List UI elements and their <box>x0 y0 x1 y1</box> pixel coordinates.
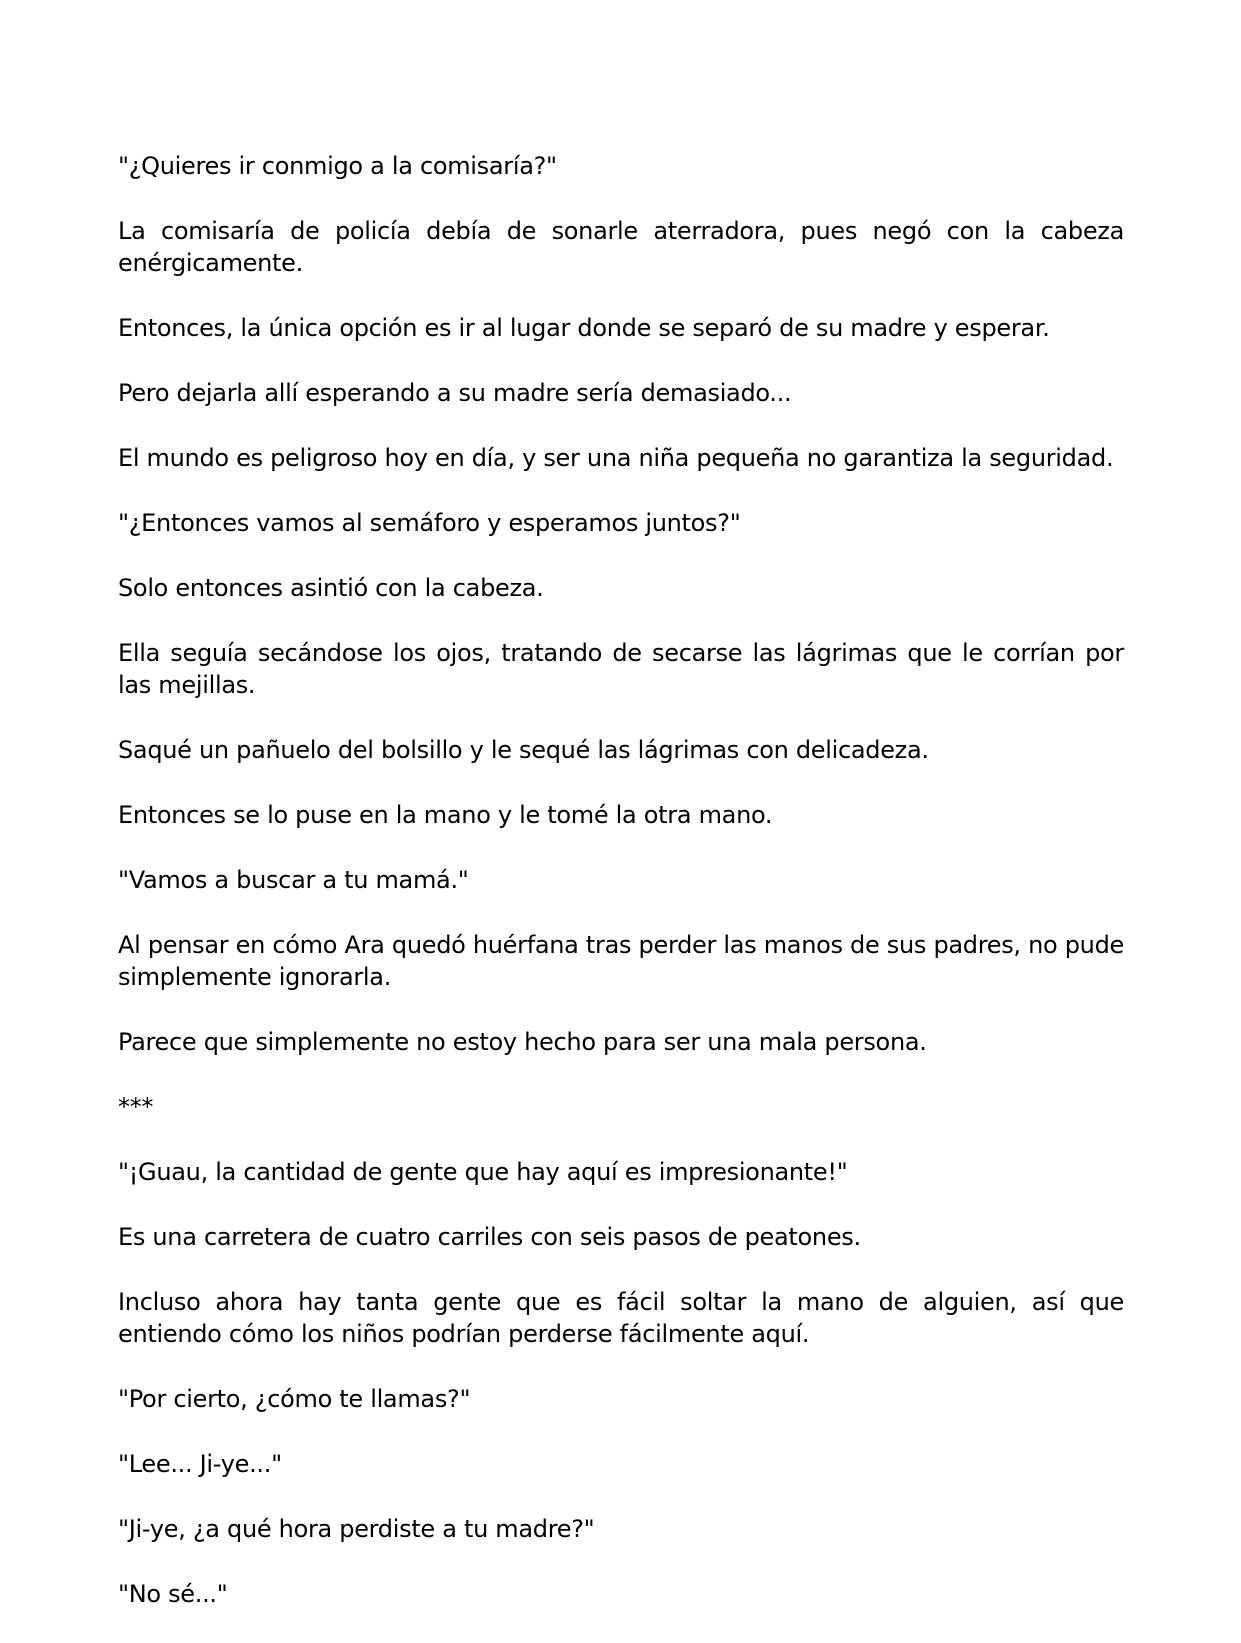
paragraph: Al pensar en cómo Ara quedó huérfana tras perder las manos de sus padres, no pude simplemente ignorarla. <box>118 931 1124 991</box>
paragraph-dialogue: "¡Guau, la cantidad de gente que hay aquí es impresionante!" <box>118 1158 848 1186</box>
paragraph-dialogue: "Por cierto, ¿cómo te llamas?" <box>118 1385 471 1413</box>
paragraph: Es una carretera de cuatro carriles con seis pasos de peatones. <box>118 1223 861 1251</box>
paragraph: Saqué un pañuelo del bolsillo y le sequé las lágrimas con delicadeza. <box>118 736 929 764</box>
paragraph-dialogue: "Lee... Ji-ye..." <box>118 1450 282 1478</box>
paragraph: Incluso ahora hay tanta gente que es fácil soltar la mano de alguien, así que entiendo cómo los niños podrían perderse fácilmente aquí. <box>118 1288 1124 1348</box>
paragraph-dialogue: "Vamos a buscar a tu mamá." <box>118 866 469 894</box>
text-body <box>118 150 1124 1643</box>
paragraph: Pero dejarla allí esperando a su madre sería demasiado... <box>118 379 792 407</box>
paragraph: El mundo es peligroso hoy en día, y ser una niña pequeña no garantiza la seguridad. <box>118 444 1114 472</box>
paragraph: Entonces se lo puse en la mano y le tomé la otra mano. <box>118 801 773 829</box>
paragraph-dialogue: "Ji-ye, ¿a qué hora perdiste a tu madre?" <box>118 1515 595 1543</box>
paragraph: Solo entonces asintió con la cabeza. <box>118 574 544 602</box>
paragraph-dialogue: "¿Quieres ir conmigo a la comisaría?" <box>118 152 557 180</box>
paragraph: Ella seguía secándose los ojos, tratando de secarse las lágrimas que le corrían por las mejillas. <box>118 639 1124 699</box>
paragraph: La comisaría de policía debía de sonarle aterradora, pues negó con la cabeza enérgicamente. <box>118 217 1124 277</box>
paragraph-dialogue: "No sé..." <box>118 1580 228 1608</box>
scene-break: *** <box>118 1093 154 1121</box>
paragraph: Parece que simplemente no estoy hecho para ser una mala persona. <box>118 1028 927 1056</box>
paragraph: Entonces, la única opción es ir al lugar donde se separó de su madre y esperar. <box>118 314 1050 342</box>
paragraph-dialogue: "¿Entonces vamos al semáforo y esperamos juntos?" <box>118 509 741 537</box>
